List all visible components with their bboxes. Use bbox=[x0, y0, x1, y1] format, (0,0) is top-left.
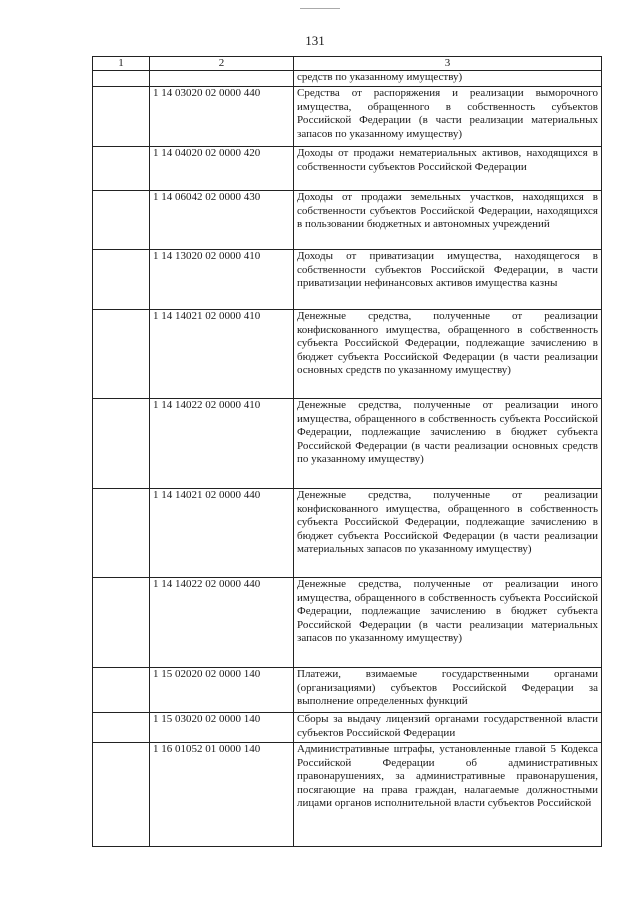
top-rule bbox=[300, 8, 340, 9]
revenue-code: 1 14 14021 02 0000 410 bbox=[150, 310, 294, 399]
table-row bbox=[93, 578, 602, 668]
row-col-1 bbox=[93, 310, 150, 399]
revenue-description: Средства от распоряжения и реализации выморочного имущества, обращенного в собственность субъектов Российской Федерации (в части реализации материальных запасов по указанному имуществу) bbox=[294, 87, 602, 147]
revenue-description: средств по указанному имуществу) bbox=[294, 71, 602, 87]
revenue-description: Денежные средства, полученные от реализации иного имущества, обращенного в собственность субъекта Российской Федерации, подлежащие зачислению в бюджет субъекта Российской Федерации (в части реализации основных средств по указанному имуществу) bbox=[294, 399, 602, 489]
table-header-row bbox=[93, 57, 602, 71]
page-number: 131 bbox=[305, 33, 325, 48]
revenue-code: 1 16 01052 01 0000 140 bbox=[150, 743, 294, 847]
revenue-code: 1 14 06042 02 0000 430 bbox=[150, 191, 294, 250]
row-col-1 bbox=[93, 743, 150, 847]
table-row bbox=[93, 713, 602, 743]
table-row bbox=[93, 71, 602, 87]
row-col-1 bbox=[93, 191, 150, 250]
row-col-1 bbox=[93, 713, 150, 743]
revenue-description: Платежи, взимаемые государственными органами (организациями) субъектов Российской Федерации за выполнение определенных функций bbox=[294, 668, 602, 713]
row-col-1 bbox=[93, 87, 150, 147]
row-col-1 bbox=[93, 399, 150, 489]
table-body bbox=[93, 71, 602, 847]
revenue-code: 1 15 03020 02 0000 140 bbox=[150, 713, 294, 743]
revenue-code: 1 14 14022 02 0000 410 bbox=[150, 399, 294, 489]
row-col-1 bbox=[93, 578, 150, 668]
revenue-codes-table bbox=[92, 56, 602, 847]
row-col-1 bbox=[93, 147, 150, 191]
table-row bbox=[93, 399, 602, 489]
table-row bbox=[93, 668, 602, 713]
revenue-code: 1 14 14022 02 0000 440 bbox=[150, 578, 294, 668]
revenue-code: 1 14 04020 02 0000 420 bbox=[150, 147, 294, 191]
revenue-description: Доходы от продажи нематериальных активов, находящихся в собственности субъектов Российской Федерации bbox=[294, 147, 602, 191]
table-row bbox=[93, 147, 602, 191]
table-row bbox=[93, 743, 602, 847]
table-row bbox=[93, 87, 602, 147]
table-row bbox=[93, 250, 602, 310]
header-col-2: 2 bbox=[150, 57, 294, 71]
revenue-code: 1 14 14021 02 0000 440 bbox=[150, 489, 294, 578]
row-col-1 bbox=[93, 71, 150, 87]
row-col-1 bbox=[93, 250, 150, 310]
revenue-code: 1 14 13020 02 0000 410 bbox=[150, 250, 294, 310]
revenue-description: Административные штрафы, установленные главой 5 Кодекса Российской Федерации об административных правонарушениях, за административные правонарушения, посягающие на права граждан, налагаемые должностными лицами органов исполнительной власти субъектов Российской bbox=[294, 743, 602, 847]
row-col-1 bbox=[93, 489, 150, 578]
revenue-code bbox=[150, 71, 294, 87]
revenue-description: Сборы за выдачу лицензий органами государственной власти субъектов Российской Федерации bbox=[294, 713, 602, 743]
revenue-description: Денежные средства, полученные от реализации иного имущества, обращенного в собственность субъекта Российской Федерации, подлежащие зачислению в бюджет субъекта Российской Федерации (в части реализации материальных запасов по указанному имуществу) bbox=[294, 578, 602, 668]
revenue-description: Денежные средства, полученные от реализации конфискованного имущества, обращенного в собственность субъекта Российской Федерации, подлежащие зачислению в бюджет субъекта Российской Федерации (в части реализации основных средств по указанному имуществу) bbox=[294, 310, 602, 399]
header-col-1: 1 bbox=[93, 57, 150, 71]
table-row bbox=[93, 191, 602, 250]
revenue-description: Доходы от продажи земельных участков, находящихся в собственности субъектов Российской Федерации, находящихся в пользовании бюджетных и автономных учреждений bbox=[294, 191, 602, 250]
row-col-1 bbox=[93, 668, 150, 713]
revenue-description: Доходы от приватизации имущества, находящегося в собственности субъектов Российской Федерации, в части приватизации нефинансовых активов имущества казны bbox=[294, 250, 602, 310]
table-row bbox=[93, 489, 602, 578]
revenue-code: 1 14 03020 02 0000 440 bbox=[150, 87, 294, 147]
header-col-3: 3 bbox=[294, 57, 602, 71]
table-row bbox=[93, 310, 602, 399]
revenue-description: Денежные средства, полученные от реализации конфискованного имущества, обращенного в собственность субъекта Российской Федерации, подлежащие зачислению в бюджет субъекта Российской Федерации (в части реализации материальных запасов по указанному имуществу) bbox=[294, 489, 602, 578]
revenue-code: 1 15 02020 02 0000 140 bbox=[150, 668, 294, 713]
